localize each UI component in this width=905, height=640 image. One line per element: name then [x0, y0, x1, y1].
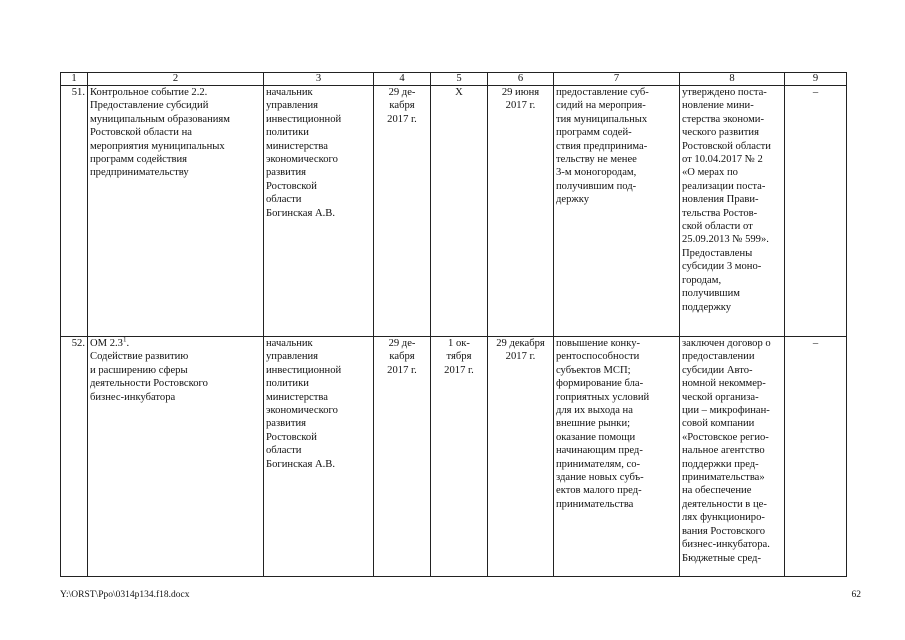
row-number: 52. [61, 337, 88, 577]
actual-result-cell: заключен договор о предоставлении субсидии Авто- номной некоммер- ческой организа- ции – микрофинан- совой компании «Ростовское регио- нальное агентство поддержки пред- принимательства» на обеспечение деятельности в це- лях функциониро- вания Ростовского бизнес-инкубатора. Бюджетные сред- [680, 337, 785, 577]
footnote-mark: 1 [122, 336, 127, 344]
fact-date-cell: 29 июня 2017 г. [488, 86, 554, 337]
planned-result-cell: предоставление суб- сидий на мероприя- тия муниципальных программ содей- ствия предпринима- тельству не менее 3-м моногородам, получившим под- держку [554, 86, 680, 337]
header-cell: 6 [488, 73, 554, 86]
event-cell [88, 337, 264, 577]
start-date-cell: Х [431, 86, 488, 337]
note-cell: – [785, 86, 847, 337]
planned-result-cell: повышение конку- рентоспособности субъектов МСП; формирование бла- гоприятных условий для их выхода на внешние рынки; оказание помощи начинающим пред- принимателям, со- здание новых субъ- ектов малого пред- принимательства [554, 337, 680, 577]
event-title: ОМ 2.3 [90, 338, 123, 349]
event-cell: Контрольное событие 2.2. Предоставление субсидий муниципальным образованиям Ростовской области на мероприятия муниципальных программ содействия предпринимательству [88, 86, 264, 337]
table-row [61, 337, 847, 577]
start-date-cell: 1 ок- тября 2017 г. [431, 337, 488, 577]
page-number: 62 [851, 590, 861, 600]
header-cell: 4 [374, 73, 431, 86]
note-cell: – [785, 337, 847, 577]
row-number: 51. [61, 86, 88, 337]
responsible-cell: начальник управления инвестиционной политики министерства экономического развития Ростовской области Богинская А.В. [264, 337, 374, 577]
header-cell: 3 [264, 73, 374, 86]
header-row [61, 73, 847, 86]
header-cell: 9 [785, 73, 847, 86]
fact-date-cell: 29 декабря 2017 г. [488, 337, 554, 577]
event-description: . Содействие развитию и расширению сферы деятельности Ростовского бизнес-инкубатора [90, 338, 208, 403]
header-cell: 1 [61, 73, 88, 86]
plan-date-cell: 29 де- кабря 2017 г. [374, 86, 431, 337]
plan-table [60, 72, 847, 577]
header-cell: 8 [680, 73, 785, 86]
footer-file-path: Y:\ORST\Ppo\0314p134.f18.docx [60, 590, 190, 600]
table-row [61, 86, 847, 337]
actual-result-cell: утверждено поста- новление мини- стерства экономи- ческого развития Ростовской области от 10.04.2017 № 2 «О мерах по реализации поста- новления Прави- тельства Ростов- ской области от 25.09.2013 № 599». Предоставлены субсидии 3 моно- городам, получившим поддержку [680, 86, 785, 337]
responsible-cell: начальник управления инвестиционной политики министерства экономического развития Ростовской области Богинская А.В. [264, 86, 374, 337]
header-cell: 5 [431, 73, 488, 86]
header-cell: 2 [88, 73, 264, 86]
header-cell: 7 [554, 73, 680, 86]
plan-date-cell: 29 де- кабря 2017 г. [374, 337, 431, 577]
